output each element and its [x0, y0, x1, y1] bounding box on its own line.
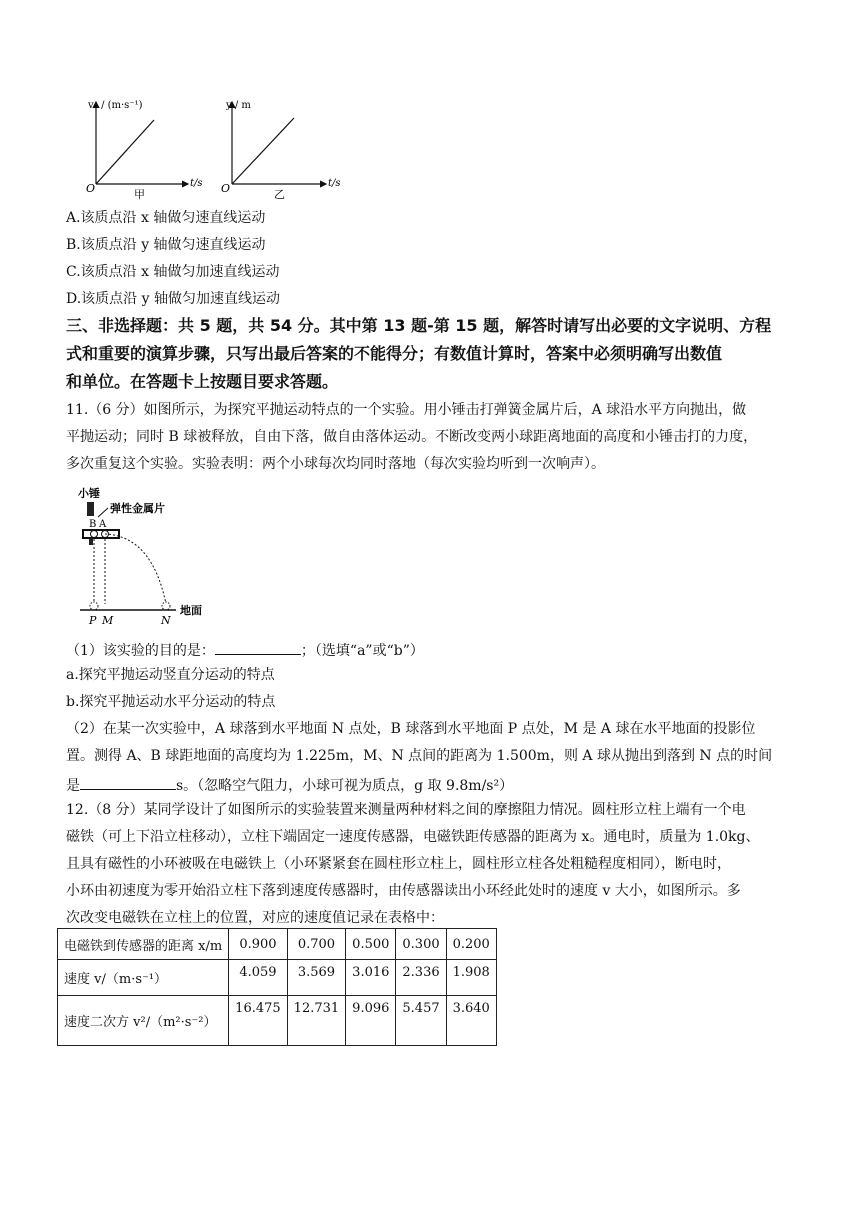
- hammer-label: 小锤: [78, 487, 100, 500]
- hammer-icon: [87, 502, 94, 516]
- graph-yi-line: [232, 118, 294, 184]
- graph-jia: [84, 96, 214, 200]
- graph-jia-y-label: vₓ / (m·s⁻¹): [88, 100, 143, 111]
- graph-yi: [218, 96, 348, 200]
- graph-jia-x-label: t/s: [190, 178, 203, 189]
- table-cell: 5.457: [396, 996, 446, 1046]
- q10-option-c: C.该质点沿 x 轴做匀加速直线运动: [66, 264, 280, 280]
- graph-yi-x-label: t/s: [328, 178, 341, 189]
- q11-part2-line2: 置。测得 A、B 球距地面的高度均为 1.225m，M、N 点间的距离为 1.500m，则 A 球从抛出到落到 N 点的时间: [66, 748, 773, 764]
- q11-part2-line3: [66, 773, 513, 796]
- q10-option-a: A.该质点沿 x 轴做匀速直线运动: [66, 210, 266, 226]
- graph-jia-origin: O: [86, 182, 96, 195]
- section3-heading-line1: 三、非选择题：共 5 题，共 54 分。其中第 13 题-第 15 题，解答时请写出必要的文字说明、方程: [66, 316, 772, 335]
- ball-a-label: A: [99, 519, 107, 530]
- graph-yi-caption: 乙: [274, 188, 285, 200]
- table-cell: 0.200: [446, 929, 496, 960]
- q11-intro-line2: 平抛运动；同时 B 球被释放，自由下落，做自由落体运动。不断改变两小球距离地面的高度和小锤击打的力度，: [66, 429, 758, 445]
- q11-part2-answer-blank[interactable]: [80, 773, 176, 790]
- table-row-velocity-squared: [58, 996, 497, 1046]
- q11-part2-suffix: s。（忽略空气阻力，小球可视为质点，g 取 9.8m/s²）: [176, 778, 514, 794]
- ball-a-trajectory: [105, 534, 166, 604]
- section3-heading-line3: 和单位。在答题卡上按题目要求答题。: [66, 372, 339, 391]
- metal-sheet-label: 弹性金属片: [110, 502, 165, 515]
- table-cell: 3.640: [446, 996, 496, 1046]
- table-cell: 2.336: [396, 960, 446, 996]
- q11-part2-line1: （2）在某一次实验中，A 球落到水平地面 N 点处，B 球落到水平地面 P 点处，M 是 A 球在水平地面的投影位: [66, 721, 756, 737]
- table-cell: 0.700: [287, 929, 346, 960]
- q12-line1: 12.（8 分）某同学设计了如图所示的实验装置来测量两种材料之间的摩擦阻力情况。圆柱形立柱上端有一个电: [66, 802, 746, 818]
- q12-data-table: [57, 928, 497, 1046]
- graph-yi-y-label: y / m: [226, 100, 251, 111]
- table-row-velocity: [58, 960, 497, 996]
- table-cell: 16.475: [229, 996, 288, 1046]
- table-cell: 0.500: [346, 929, 396, 960]
- q12-line4: 小环由初速度为零开始沿立柱下落到速度传感器时，由传感器读出小环经此处时的速度 v 大小，如图所示。多: [66, 883, 741, 899]
- q11-part1: [66, 638, 424, 661]
- q12-line3: 且具有磁性的小环被吸在电磁铁上（小环紧紧套在圆柱形立柱上，圆柱形立柱各处粗糙程度相同），断电时，: [66, 856, 731, 872]
- row-label-velocity: 速度 v/（m·s⁻¹）: [58, 960, 229, 996]
- q11-option-a: a.探究平抛运动竖直分运动的特点: [66, 667, 275, 683]
- table-cell: 4.059: [229, 960, 288, 996]
- q11-intro-line3: 多次重复这个实验。实验表明：两个小球每次均同时落地（每次实验均听到一次响声）。: [66, 456, 605, 472]
- table-cell: 1.908: [446, 960, 496, 996]
- q11-part1-answer-blank[interactable]: [215, 638, 301, 655]
- q11-option-b: b.探究平抛运动水平分运动的特点: [66, 694, 276, 710]
- table-cell: 12.731: [287, 996, 346, 1046]
- graph-jia-line: [96, 120, 154, 184]
- table-cell: 0.300: [396, 929, 446, 960]
- q10-option-b: B.该质点沿 y 轴做匀速直线运动: [66, 237, 266, 253]
- q11-figure: [72, 484, 222, 628]
- table-cell: 9.096: [346, 996, 396, 1046]
- ground-label: 地面: [180, 604, 202, 617]
- table-cell: 0.900: [229, 929, 288, 960]
- graph-jia-caption: 甲: [134, 188, 145, 200]
- point-p-label: P: [89, 614, 97, 627]
- point-n-label: N: [161, 614, 171, 627]
- ball-b-label: B: [89, 519, 97, 530]
- q11-intro-line1: 11.（6 分）如图所示，为探究平抛运动特点的一个实验。用小锤击打弹簧金属片后，A 球沿水平方向抛出，做: [66, 402, 747, 418]
- q12-line5: 次改变电磁铁在立柱上的位置，对应的速度值记录在表格中：: [66, 910, 444, 926]
- q11-part1-hint: ；（选填“a”或“b”）: [300, 643, 424, 659]
- table-cell: 3.016: [346, 960, 396, 996]
- ball-b: [91, 531, 98, 538]
- table-cell: 3.569: [287, 960, 346, 996]
- point-m-label: M: [102, 614, 114, 627]
- section3-heading-line2: 式和重要的演算步骤，只写出最后答案的不能得分；有数值计算时，答案中必须明确写出数值: [66, 344, 723, 363]
- row-label-distance: 电磁铁到传感器的距离 x/m: [58, 929, 229, 960]
- graph-yi-origin: O: [221, 182, 231, 195]
- q11-part1-prompt: （1）该实验的目的是：: [66, 643, 215, 659]
- q11-part2-prefix: 是: [66, 778, 80, 794]
- q12-line2: 磁铁（可上下沿立柱移动），立柱下端固定一速度传感器，电磁铁距传感器的距离为 x。通电时，质量为 1.0kg、: [66, 829, 760, 845]
- row-label-velocity-squared: 速度二次方 v²/（m²·s⁻²）: [58, 996, 229, 1046]
- q10-option-d: D.该质点沿 y 轴做匀加速直线运动: [66, 291, 280, 307]
- table-row-distance: [58, 929, 497, 960]
